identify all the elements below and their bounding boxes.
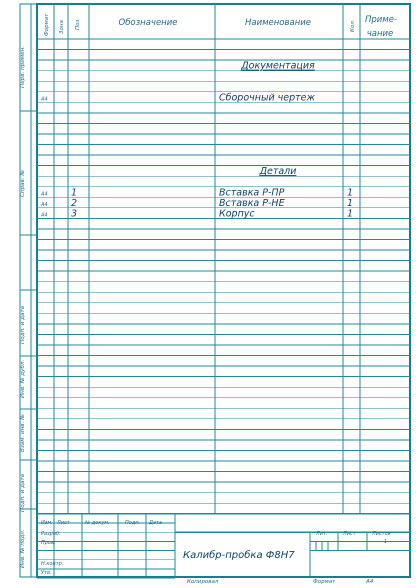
row-format: А4 (41, 96, 48, 103)
footer-format-value: А4 (366, 579, 374, 585)
header-zone: Зона (59, 20, 65, 34)
side-sprav-no: Справ. № (20, 169, 26, 197)
row-name: Сборочный чертеж (219, 92, 316, 104)
section-heading: Детали (259, 166, 297, 178)
row-pos: 2 (71, 197, 78, 209)
header-pos: Поз. (75, 17, 81, 30)
row-qty: 1 (346, 208, 354, 220)
tb-doc-title: Калибр-пробка Ф8Н7 (183, 550, 295, 561)
tb-lit: Лит. (316, 531, 328, 537)
side-podp-data-2: Подп. и дата (20, 473, 26, 512)
side-inv-podl: Инв. № подл. (20, 529, 26, 568)
side-inv-dubl: Инв. № дубл. (20, 359, 26, 398)
row-format: А4 (41, 201, 48, 208)
header-qty: Кол. (350, 19, 356, 32)
row-format: А4 (41, 212, 48, 219)
header-designation: Обозначение (118, 18, 178, 28)
tb-list-col: Лист (343, 531, 356, 537)
header-format: Формат (44, 13, 50, 36)
row-pos: 3 (71, 208, 78, 220)
side-vzam-inv: Взам. инв. № (20, 414, 26, 452)
row-pos: 1 (71, 187, 78, 199)
tb-utv: Утв. (41, 570, 52, 576)
footer-kopiroval: Копировал (187, 579, 219, 585)
section-heading: Документация (241, 60, 315, 72)
header-name: Наименование (244, 18, 312, 28)
side-perv-primen: Перв. примен. (20, 46, 26, 88)
tb-izm: Изм. (41, 520, 53, 526)
tb-data: Дата (149, 520, 162, 526)
frame-border (37, 4, 410, 577)
row-format: А4 (41, 191, 48, 198)
tb-n-kontr: Н.контр. (41, 561, 64, 567)
tb-listov: Листов (372, 531, 391, 537)
row-name: Вставка Р-ПР (219, 187, 285, 199)
tb-list: Лист (57, 520, 70, 526)
header-note-line1: Приме- (364, 15, 398, 25)
row-qty: 1 (346, 197, 354, 209)
tb-razrab: Разраб. (41, 531, 61, 537)
header-note-line2: чание (366, 29, 394, 39)
side-podp-data-1: Подп. и дата (20, 305, 26, 344)
row-name: Вставка Р-НЕ (219, 197, 285, 209)
grid-lines (20, 4, 410, 578)
tb-listov-value: 1 (384, 539, 388, 545)
tb-prov: Пров. (41, 540, 56, 546)
row-name: Корпус (219, 208, 255, 220)
row-qty: 1 (346, 187, 354, 199)
tb-doc-no: № докум. (85, 520, 110, 526)
footer-format-label: Формат (313, 579, 336, 585)
spec-rows (40, 61, 353, 220)
tb-podp: Подп. (125, 520, 141, 526)
